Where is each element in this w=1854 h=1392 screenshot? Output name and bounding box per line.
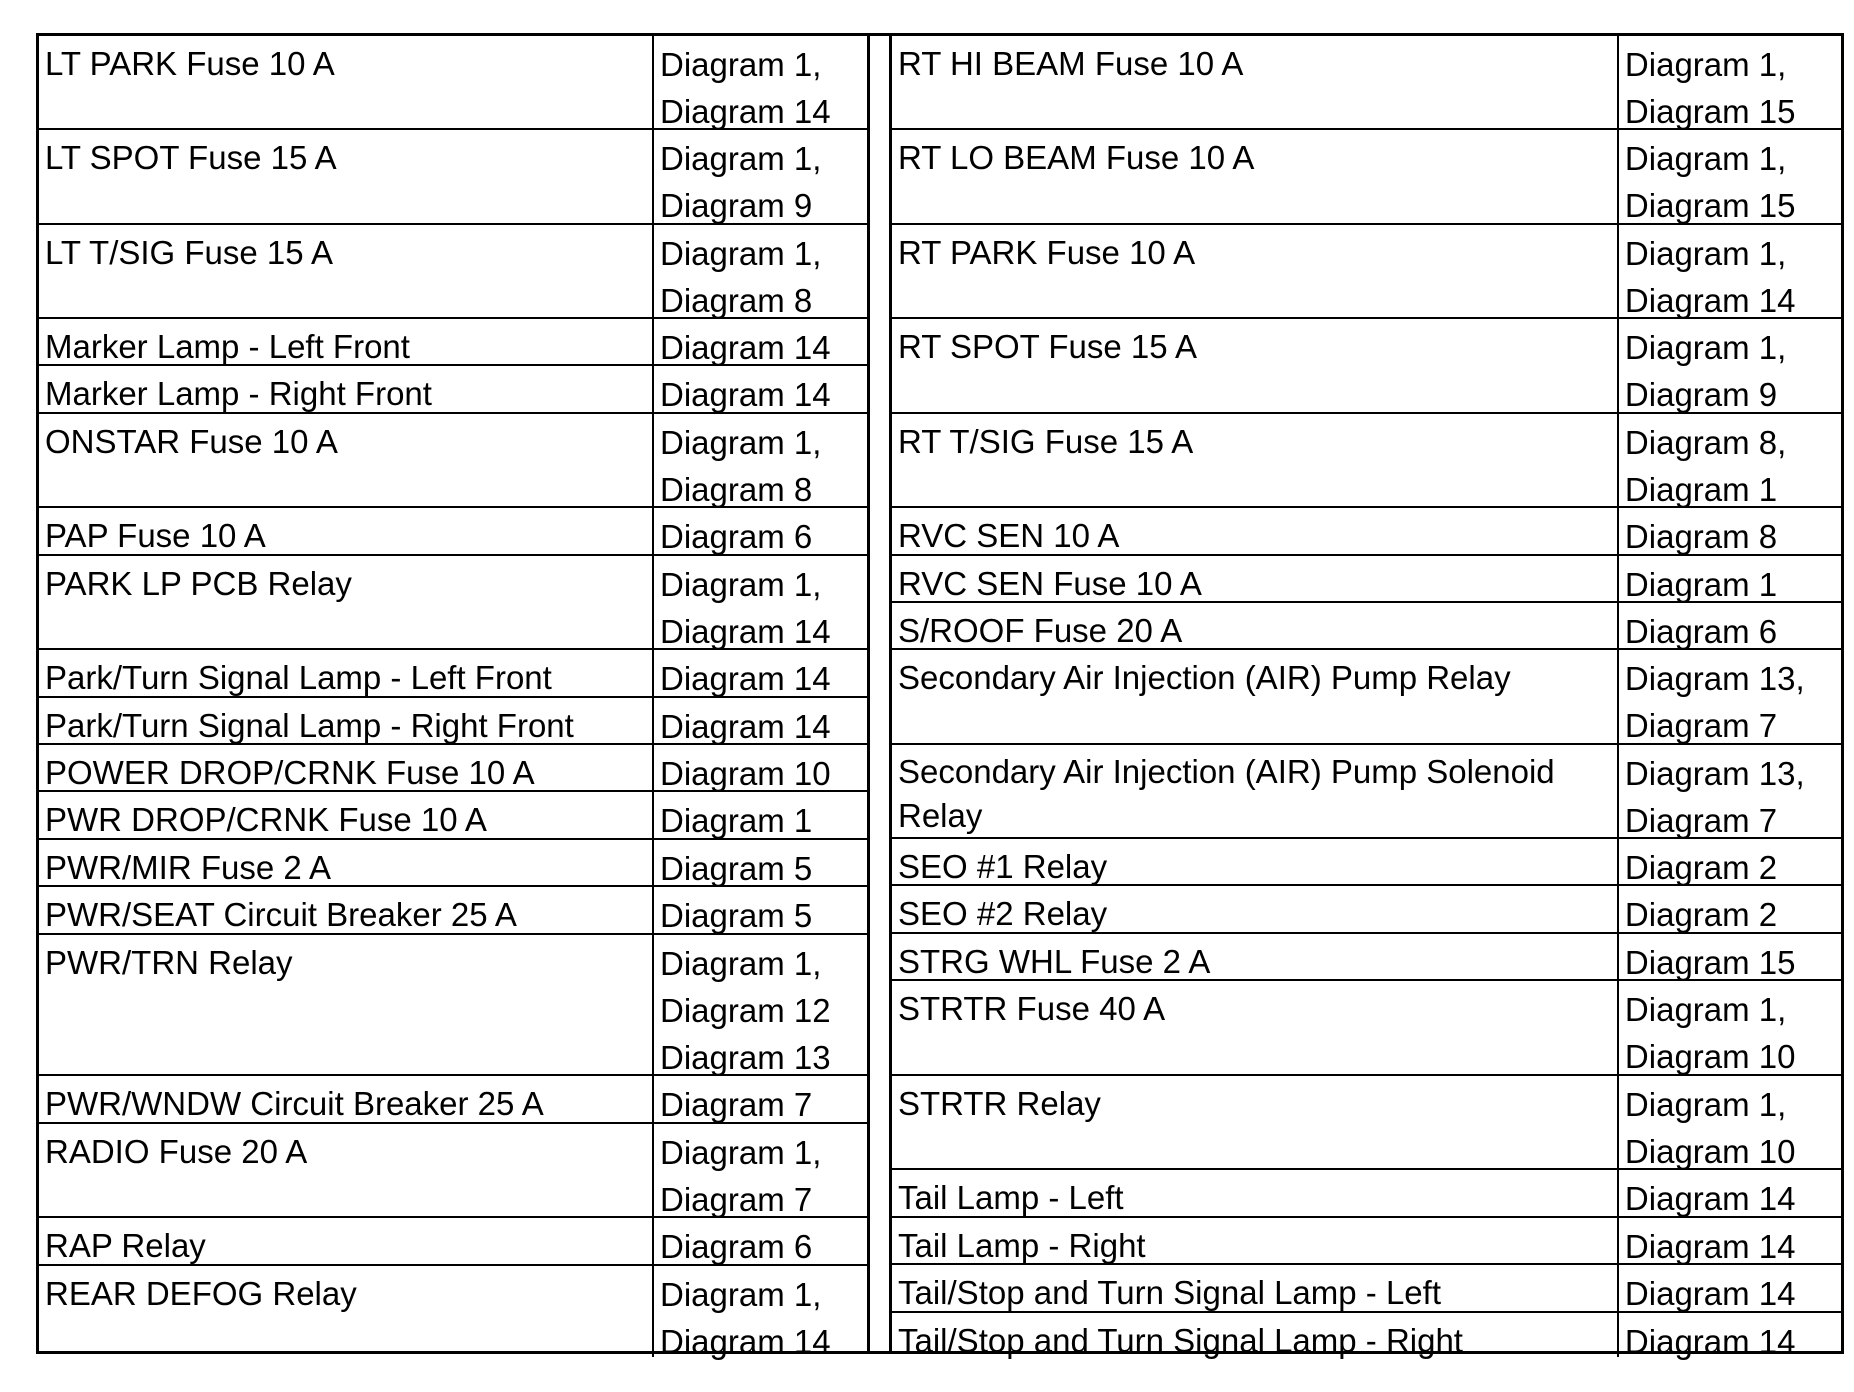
diagram-reference: Diagram 7 bbox=[660, 1086, 813, 1123]
table-row bbox=[39, 745, 867, 792]
component-name: REAR DEFOG Relay bbox=[39, 1266, 654, 1357]
component-name: RT HI BEAM Fuse 10 A bbox=[892, 36, 1619, 128]
diagram-reference: Diagram 1, Diagram 8 bbox=[660, 424, 822, 508]
component-name: STRTR Fuse 40 A bbox=[892, 981, 1619, 1074]
diagram-reference: Diagram 13, Diagram 7 bbox=[1624, 755, 1805, 839]
table-row bbox=[39, 319, 867, 366]
component-name: RVC SEN Fuse 10 A bbox=[892, 556, 1619, 601]
diagram-reference: Diagram 8, Diagram 1 bbox=[1624, 424, 1787, 508]
component-name: STRG WHL Fuse 2 A bbox=[892, 934, 1619, 979]
table-row bbox=[892, 1076, 1841, 1170]
diagram-reference: Diagram 1 bbox=[660, 802, 813, 839]
diagram-reference: Diagram 1, Diagram 10 bbox=[1624, 1086, 1796, 1170]
table-row bbox=[39, 698, 867, 745]
diagram-reference: Diagram 14 bbox=[1624, 1180, 1796, 1217]
table-row bbox=[892, 1218, 1841, 1265]
component-name: RVC SEN 10 A bbox=[892, 508, 1619, 554]
component-name: Marker Lamp - Left Front bbox=[39, 319, 654, 364]
table-row bbox=[892, 556, 1841, 603]
component-name: RT PARK Fuse 10 A bbox=[892, 225, 1619, 317]
component-name: LT SPOT Fuse 15 A bbox=[39, 130, 654, 223]
diagram-reference: Diagram 6 bbox=[1624, 613, 1778, 650]
left-index-table bbox=[39, 36, 870, 1360]
diagram-reference: Diagram 1, Diagram 9 bbox=[660, 140, 822, 224]
diagram-reference: Diagram 14 bbox=[660, 660, 831, 697]
diagram-reference: Diagram 1, Diagram 14 bbox=[660, 1276, 831, 1360]
table-row bbox=[39, 1076, 867, 1124]
diagram-reference: Diagram 1, Diagram 14 bbox=[1624, 235, 1796, 319]
diagram-reference: Diagram 5 bbox=[660, 850, 813, 887]
component-name: Marker Lamp - Right Front bbox=[39, 366, 654, 412]
component-name: PWR/WNDW Circuit Breaker 25 A bbox=[39, 1076, 654, 1122]
diagram-reference: Diagram 10 bbox=[660, 755, 831, 792]
component-name: Tail Lamp - Left bbox=[892, 1170, 1619, 1216]
diagram-reference: Diagram 1 bbox=[1624, 566, 1778, 603]
diagram-reference: Diagram 1, Diagram 9 bbox=[1624, 329, 1787, 413]
component-name: Secondary Air Injection (AIR) Pump Relay bbox=[892, 650, 1619, 743]
table-row bbox=[892, 1265, 1841, 1313]
diagram-reference: Diagram 8 bbox=[1624, 518, 1778, 555]
diagram-reference: Diagram 1, Diagram 14 bbox=[660, 46, 831, 130]
diagram-reference: Diagram 6 bbox=[660, 518, 813, 555]
table-row bbox=[39, 650, 867, 698]
diagram-reference: Diagram 5 bbox=[660, 897, 813, 934]
right-index-table bbox=[889, 36, 1841, 1360]
diagram-reference: Diagram 1, Diagram 12 Diagram 13 bbox=[660, 945, 831, 1076]
diagram-index-sheet bbox=[36, 33, 1844, 1360]
table-row bbox=[892, 36, 1841, 130]
diagram-reference: Diagram 13, Diagram 7 bbox=[1624, 660, 1805, 744]
diagram-reference: Diagram 2 bbox=[1624, 849, 1778, 886]
component-name: Tail/Stop and Turn Signal Lamp - Left bbox=[892, 1265, 1619, 1311]
component-name: PAP Fuse 10 A bbox=[39, 508, 654, 554]
table-row bbox=[892, 981, 1841, 1076]
component-name: Park/Turn Signal Lamp - Left Front bbox=[39, 650, 654, 696]
component-name: RT LO BEAM Fuse 10 A bbox=[892, 130, 1619, 223]
diagram-reference: Diagram 14 bbox=[660, 376, 831, 413]
diagram-reference: Diagram 1, Diagram 15 bbox=[1624, 140, 1796, 224]
table-row bbox=[892, 650, 1841, 745]
table-row bbox=[39, 36, 867, 130]
table-row bbox=[892, 319, 1841, 414]
component-name: POWER DROP/CRNK Fuse 10 A bbox=[39, 745, 654, 790]
component-name: S/ROOF Fuse 20 A bbox=[892, 603, 1619, 648]
component-name: SEO #1 Relay bbox=[892, 839, 1619, 884]
diagram-reference: Diagram 6 bbox=[660, 1228, 813, 1265]
table-row bbox=[39, 1266, 867, 1360]
table-row bbox=[39, 366, 867, 414]
diagram-reference: Diagram 14 bbox=[1624, 1323, 1796, 1360]
table-row bbox=[39, 840, 867, 887]
table-row bbox=[39, 225, 867, 319]
diagram-reference: Diagram 14 bbox=[1624, 1275, 1796, 1312]
component-name: LT T/SIG Fuse 15 A bbox=[39, 225, 654, 317]
table-row bbox=[39, 935, 867, 1076]
component-name: Secondary Air Injection (AIR) Pump Solenoid Relay bbox=[892, 745, 1619, 837]
component-name: STRTR Relay bbox=[892, 1076, 1619, 1168]
table-row bbox=[892, 745, 1841, 839]
table-row bbox=[892, 839, 1841, 886]
table-row bbox=[39, 792, 867, 840]
diagram-reference: Diagram 1, Diagram 7 bbox=[660, 1134, 822, 1218]
table-row bbox=[892, 130, 1841, 225]
table-row bbox=[892, 508, 1841, 556]
component-name: RT T/SIG Fuse 15 A bbox=[892, 414, 1619, 506]
diagram-reference: Diagram 15 bbox=[1624, 944, 1796, 981]
diagram-reference: Diagram 14 bbox=[660, 329, 831, 366]
diagram-reference: Diagram 1, Diagram 15 bbox=[1624, 46, 1796, 130]
component-name: RAP Relay bbox=[39, 1218, 654, 1264]
component-name: Tail Lamp - Right bbox=[892, 1218, 1619, 1263]
table-row bbox=[39, 508, 867, 556]
component-name: PWR/SEAT Circuit Breaker 25 A bbox=[39, 887, 654, 933]
diagram-reference: Diagram 1, Diagram 14 bbox=[660, 566, 831, 650]
diagram-reference: Diagram 1, Diagram 10 bbox=[1624, 991, 1796, 1075]
component-name: Tail/Stop and Turn Signal Lamp - Right bbox=[892, 1313, 1619, 1357]
table-row bbox=[39, 414, 867, 508]
table-row bbox=[892, 886, 1841, 934]
component-name: RT SPOT Fuse 15 A bbox=[892, 319, 1619, 412]
component-name: ONSTAR Fuse 10 A bbox=[39, 414, 654, 506]
table-row bbox=[892, 934, 1841, 981]
table-row bbox=[39, 130, 867, 225]
table-row bbox=[892, 603, 1841, 650]
component-name: Park/Turn Signal Lamp - Right Front bbox=[39, 698, 654, 743]
table-row bbox=[39, 556, 867, 650]
table-row bbox=[892, 225, 1841, 319]
table-row bbox=[39, 887, 867, 935]
table-row bbox=[892, 414, 1841, 508]
table-row bbox=[39, 1124, 867, 1218]
component-name: RADIO Fuse 20 A bbox=[39, 1124, 654, 1216]
diagram-reference: Diagram 14 bbox=[660, 708, 831, 745]
diagram-reference: Diagram 2 bbox=[1624, 896, 1778, 933]
table-row bbox=[892, 1313, 1841, 1360]
component-name: LT PARK Fuse 10 A bbox=[39, 36, 654, 128]
diagram-reference: Diagram 1, Diagram 8 bbox=[660, 235, 822, 319]
diagram-reference: Diagram 14 bbox=[1624, 1228, 1796, 1265]
component-name: PWR DROP/CRNK Fuse 10 A bbox=[39, 792, 654, 838]
component-name: PARK LP PCB Relay bbox=[39, 556, 654, 648]
component-name: PWR/TRN Relay bbox=[39, 935, 654, 1074]
table-row bbox=[39, 1218, 867, 1266]
component-name: PWR/MIR Fuse 2 A bbox=[39, 840, 654, 885]
component-name: SEO #2 Relay bbox=[892, 886, 1619, 932]
table-row bbox=[892, 1170, 1841, 1218]
